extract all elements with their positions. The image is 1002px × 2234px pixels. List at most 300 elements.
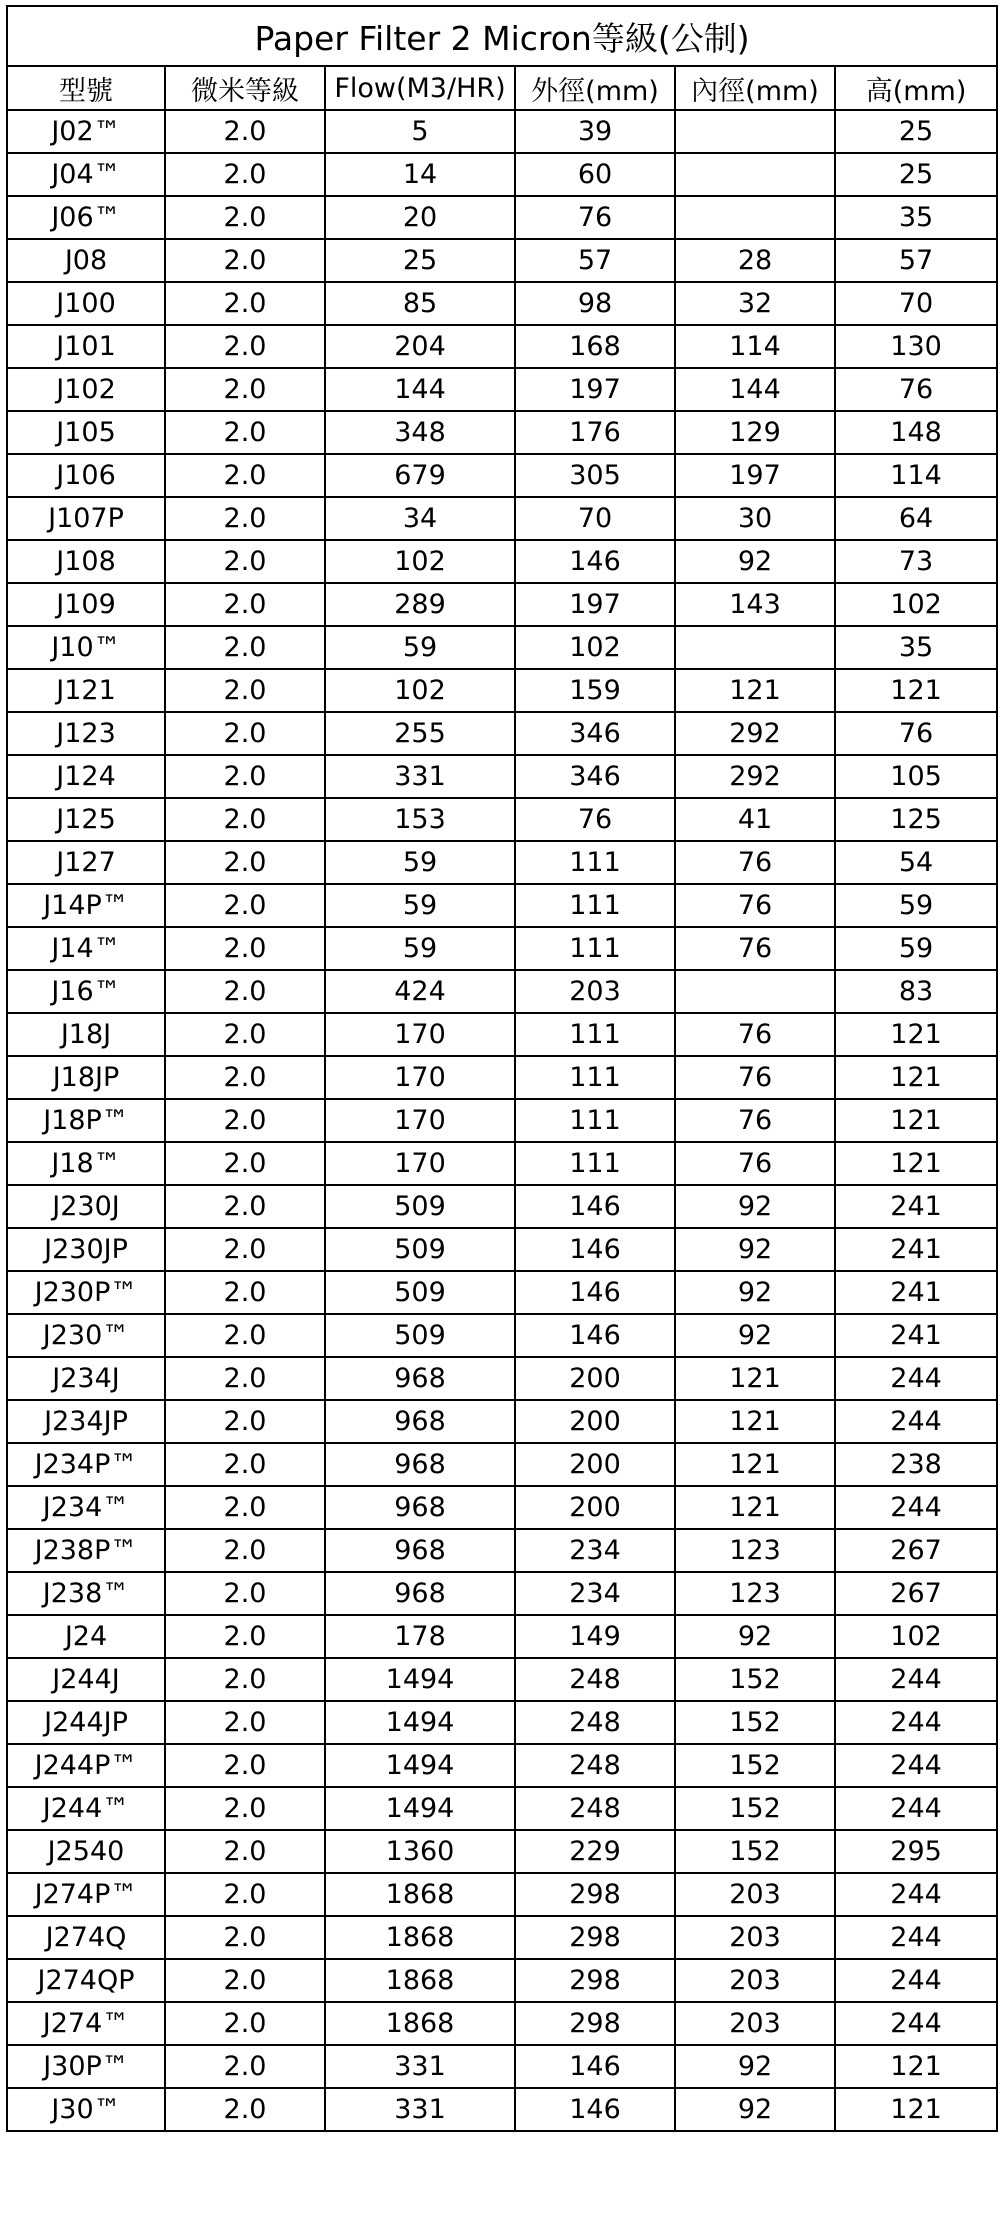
cell-outer-diameter: 98 — [515, 282, 675, 325]
cell-inner-diameter: 76 — [675, 1013, 835, 1056]
cell-inner-diameter — [675, 110, 835, 153]
cell-inner-diameter: 30 — [675, 497, 835, 540]
table-title-row — [7, 6, 997, 66]
cell-micron-grade: 2.0 — [165, 1228, 325, 1271]
cell-model: J101 — [7, 325, 165, 368]
cell-flow: 170 — [325, 1099, 515, 1142]
cell-outer-diameter: 146 — [515, 2088, 675, 2131]
cell-inner-diameter — [675, 970, 835, 1013]
cell-micron-grade: 2.0 — [165, 884, 325, 927]
cell-outer-diameter: 111 — [515, 841, 675, 884]
cell-flow: 102 — [325, 540, 515, 583]
cell-height: 244 — [835, 1916, 997, 1959]
cell-model: J127 — [7, 841, 165, 884]
table-row — [7, 454, 997, 497]
cell-outer-diameter: 298 — [515, 1873, 675, 1916]
cell-flow: 424 — [325, 970, 515, 1013]
table-row — [7, 2045, 997, 2088]
cell-inner-diameter: 76 — [675, 927, 835, 970]
cell-outer-diameter: 70 — [515, 497, 675, 540]
header-model: 型號 — [7, 66, 165, 110]
cell-micron-grade: 2.0 — [165, 1658, 325, 1701]
cell-height: 130 — [835, 325, 997, 368]
cell-height: 241 — [835, 1228, 997, 1271]
table-row — [7, 1959, 997, 2002]
cell-micron-grade: 2.0 — [165, 540, 325, 583]
cell-height: 25 — [835, 110, 997, 153]
cell-model: J244™ — [7, 1787, 165, 1830]
table-row — [7, 1529, 997, 1572]
cell-micron-grade: 2.0 — [165, 1572, 325, 1615]
cell-model: J230™ — [7, 1314, 165, 1357]
table-row — [7, 368, 997, 411]
cell-micron-grade: 2.0 — [165, 1701, 325, 1744]
cell-outer-diameter: 149 — [515, 1615, 675, 1658]
cell-model: J16™ — [7, 970, 165, 1013]
cell-height: 102 — [835, 1615, 997, 1658]
cell-model: J18P™ — [7, 1099, 165, 1142]
cell-model: J244P™ — [7, 1744, 165, 1787]
cell-flow: 1868 — [325, 1959, 515, 2002]
cell-micron-grade: 2.0 — [165, 712, 325, 755]
table-row — [7, 1443, 997, 1486]
table-row — [7, 153, 997, 196]
cell-height: 102 — [835, 583, 997, 626]
cell-model: J08 — [7, 239, 165, 282]
cell-height: 76 — [835, 368, 997, 411]
cell-height: 121 — [835, 1013, 997, 1056]
cell-micron-grade: 2.0 — [165, 196, 325, 239]
cell-flow: 331 — [325, 2088, 515, 2131]
cell-micron-grade: 2.0 — [165, 2045, 325, 2088]
table-row — [7, 196, 997, 239]
cell-micron-grade: 2.0 — [165, 1185, 325, 1228]
cell-flow: 59 — [325, 927, 515, 970]
cell-model: J244J — [7, 1658, 165, 1701]
cell-inner-diameter: 32 — [675, 282, 835, 325]
cell-height: 244 — [835, 1486, 997, 1529]
cell-height: 121 — [835, 2088, 997, 2131]
filter-spec-table — [6, 5, 998, 2132]
table-row — [7, 755, 997, 798]
cell-inner-diameter: 129 — [675, 411, 835, 454]
cell-model: J230JP — [7, 1228, 165, 1271]
cell-micron-grade: 2.0 — [165, 1357, 325, 1400]
cell-height: 238 — [835, 1443, 997, 1486]
cell-flow: 255 — [325, 712, 515, 755]
table-row — [7, 1787, 997, 1830]
table-row — [7, 497, 997, 540]
cell-flow: 331 — [325, 2045, 515, 2088]
cell-inner-diameter — [675, 196, 835, 239]
cell-micron-grade: 2.0 — [165, 1744, 325, 1787]
cell-micron-grade: 2.0 — [165, 970, 325, 1013]
cell-inner-diameter: 76 — [675, 841, 835, 884]
table-row — [7, 669, 997, 712]
cell-inner-diameter: 121 — [675, 1443, 835, 1486]
cell-micron-grade: 2.0 — [165, 368, 325, 411]
cell-inner-diameter: 92 — [675, 2088, 835, 2131]
cell-height: 244 — [835, 1357, 997, 1400]
table-body — [7, 110, 997, 2131]
cell-height: 70 — [835, 282, 997, 325]
table-row — [7, 1701, 997, 1744]
cell-height: 105 — [835, 755, 997, 798]
cell-micron-grade: 2.0 — [165, 153, 325, 196]
table-row — [7, 927, 997, 970]
cell-micron-grade: 2.0 — [165, 1486, 325, 1529]
cell-height: 57 — [835, 239, 997, 282]
cell-micron-grade: 2.0 — [165, 239, 325, 282]
table-row — [7, 1228, 997, 1271]
cell-inner-diameter: 203 — [675, 1959, 835, 2002]
cell-model: J125 — [7, 798, 165, 841]
cell-micron-grade: 2.0 — [165, 927, 325, 970]
table-row — [7, 1615, 997, 1658]
cell-height: 267 — [835, 1529, 997, 1572]
cell-inner-diameter: 76 — [675, 1099, 835, 1142]
cell-micron-grade: 2.0 — [165, 1142, 325, 1185]
cell-model: J06™ — [7, 196, 165, 239]
cell-outer-diameter: 248 — [515, 1701, 675, 1744]
cell-flow: 34 — [325, 497, 515, 540]
cell-flow: 144 — [325, 368, 515, 411]
cell-inner-diameter: 92 — [675, 1271, 835, 1314]
cell-flow: 968 — [325, 1572, 515, 1615]
table-row — [7, 583, 997, 626]
cell-model: J107P — [7, 497, 165, 540]
table-row — [7, 1013, 997, 1056]
cell-height: 121 — [835, 1099, 997, 1142]
header-height: 高(mm) — [835, 66, 997, 110]
cell-inner-diameter: 203 — [675, 1916, 835, 1959]
cell-micron-grade: 2.0 — [165, 669, 325, 712]
cell-inner-diameter: 121 — [675, 1486, 835, 1529]
table-row — [7, 1830, 997, 1873]
cell-outer-diameter: 159 — [515, 669, 675, 712]
table-row — [7, 884, 997, 927]
cell-micron-grade: 2.0 — [165, 755, 325, 798]
table-row — [7, 1744, 997, 1787]
cell-outer-diameter: 229 — [515, 1830, 675, 1873]
table-row — [7, 970, 997, 1013]
cell-flow: 170 — [325, 1056, 515, 1099]
cell-height: 35 — [835, 196, 997, 239]
cell-flow: 14 — [325, 153, 515, 196]
cell-model: J121 — [7, 669, 165, 712]
cell-height: 295 — [835, 1830, 997, 1873]
table-row — [7, 239, 997, 282]
cell-flow: 679 — [325, 454, 515, 497]
cell-height: 241 — [835, 1185, 997, 1228]
cell-micron-grade: 2.0 — [165, 1959, 325, 2002]
cell-outer-diameter: 176 — [515, 411, 675, 454]
cell-inner-diameter: 203 — [675, 2002, 835, 2045]
cell-inner-diameter: 152 — [675, 1787, 835, 1830]
cell-inner-diameter: 152 — [675, 1744, 835, 1787]
cell-outer-diameter: 197 — [515, 368, 675, 411]
cell-flow: 509 — [325, 1185, 515, 1228]
cell-model: J238™ — [7, 1572, 165, 1615]
cell-inner-diameter: 143 — [675, 583, 835, 626]
table-row — [7, 540, 997, 583]
cell-height: 59 — [835, 884, 997, 927]
cell-model: J18JP — [7, 1056, 165, 1099]
cell-inner-diameter: 152 — [675, 1701, 835, 1744]
cell-micron-grade: 2.0 — [165, 626, 325, 669]
cell-outer-diameter: 146 — [515, 1271, 675, 1314]
table-row — [7, 1572, 997, 1615]
cell-height: 121 — [835, 1056, 997, 1099]
cell-outer-diameter: 346 — [515, 755, 675, 798]
cell-height: 54 — [835, 841, 997, 884]
cell-height: 121 — [835, 2045, 997, 2088]
cell-model: J123 — [7, 712, 165, 755]
cell-flow: 20 — [325, 196, 515, 239]
cell-model: J14P™ — [7, 884, 165, 927]
cell-micron-grade: 2.0 — [165, 1314, 325, 1357]
cell-micron-grade: 2.0 — [165, 2002, 325, 2045]
cell-outer-diameter: 76 — [515, 196, 675, 239]
table-row — [7, 1658, 997, 1701]
cell-height: 244 — [835, 1959, 997, 2002]
cell-height: 73 — [835, 540, 997, 583]
cell-model: J18J — [7, 1013, 165, 1056]
cell-model: J274QP — [7, 1959, 165, 2002]
cell-height: 64 — [835, 497, 997, 540]
cell-outer-diameter: 200 — [515, 1443, 675, 1486]
cell-model: J04™ — [7, 153, 165, 196]
cell-model: J108 — [7, 540, 165, 583]
cell-outer-diameter: 203 — [515, 970, 675, 1013]
cell-height: 241 — [835, 1314, 997, 1357]
cell-outer-diameter: 346 — [515, 712, 675, 755]
cell-outer-diameter: 111 — [515, 1013, 675, 1056]
cell-model: J230P™ — [7, 1271, 165, 1314]
cell-inner-diameter: 76 — [675, 1056, 835, 1099]
cell-micron-grade: 2.0 — [165, 1400, 325, 1443]
cell-outer-diameter: 248 — [515, 1744, 675, 1787]
cell-outer-diameter: 111 — [515, 884, 675, 927]
cell-micron-grade: 2.0 — [165, 583, 325, 626]
cell-micron-grade: 2.0 — [165, 798, 325, 841]
filter-spec-table-wrapper — [6, 5, 998, 2132]
cell-model: J105 — [7, 411, 165, 454]
cell-outer-diameter: 146 — [515, 1314, 675, 1357]
cell-flow: 1868 — [325, 1873, 515, 1916]
header-inner-diameter: 內徑(mm) — [675, 66, 835, 110]
cell-height: 76 — [835, 712, 997, 755]
cell-outer-diameter: 111 — [515, 1099, 675, 1142]
cell-height: 121 — [835, 669, 997, 712]
cell-flow: 59 — [325, 626, 515, 669]
cell-height: 244 — [835, 1744, 997, 1787]
cell-inner-diameter: 92 — [675, 1228, 835, 1271]
cell-flow: 59 — [325, 884, 515, 927]
cell-inner-diameter: 28 — [675, 239, 835, 282]
cell-outer-diameter: 197 — [515, 583, 675, 626]
cell-flow: 968 — [325, 1443, 515, 1486]
cell-model: J234J — [7, 1357, 165, 1400]
cell-inner-diameter — [675, 626, 835, 669]
table-row — [7, 798, 997, 841]
cell-outer-diameter: 76 — [515, 798, 675, 841]
cell-flow: 1494 — [325, 1744, 515, 1787]
cell-model: J106 — [7, 454, 165, 497]
cell-micron-grade: 2.0 — [165, 282, 325, 325]
cell-flow: 25 — [325, 239, 515, 282]
table-row — [7, 1357, 997, 1400]
cell-height: 241 — [835, 1271, 997, 1314]
cell-inner-diameter: 121 — [675, 1357, 835, 1400]
cell-inner-diameter: 292 — [675, 712, 835, 755]
cell-micron-grade: 2.0 — [165, 1916, 325, 1959]
cell-outer-diameter: 298 — [515, 1959, 675, 2002]
cell-inner-diameter: 92 — [675, 1615, 835, 1658]
cell-micron-grade: 2.0 — [165, 1615, 325, 1658]
cell-height: 25 — [835, 153, 997, 196]
cell-model: J234P™ — [7, 1443, 165, 1486]
cell-height: 244 — [835, 1873, 997, 1916]
cell-inner-diameter: 152 — [675, 1830, 835, 1873]
cell-micron-grade: 2.0 — [165, 454, 325, 497]
cell-flow: 1494 — [325, 1658, 515, 1701]
cell-model: J18™ — [7, 1142, 165, 1185]
table-row — [7, 110, 997, 153]
cell-inner-diameter: 92 — [675, 1185, 835, 1228]
cell-flow: 509 — [325, 1228, 515, 1271]
cell-model: J234™ — [7, 1486, 165, 1529]
cell-micron-grade: 2.0 — [165, 497, 325, 540]
cell-flow: 1494 — [325, 1787, 515, 1830]
cell-height: 244 — [835, 2002, 997, 2045]
cell-outer-diameter: 234 — [515, 1529, 675, 1572]
cell-micron-grade: 2.0 — [165, 2088, 325, 2131]
cell-inner-diameter: 152 — [675, 1658, 835, 1701]
cell-flow: 170 — [325, 1013, 515, 1056]
cell-model: J02™ — [7, 110, 165, 153]
cell-inner-diameter: 92 — [675, 540, 835, 583]
cell-model: J274P™ — [7, 1873, 165, 1916]
cell-height: 244 — [835, 1787, 997, 1830]
table-row — [7, 282, 997, 325]
cell-outer-diameter: 146 — [515, 1228, 675, 1271]
table-row — [7, 841, 997, 884]
cell-flow: 1868 — [325, 2002, 515, 2045]
cell-model: J274Q — [7, 1916, 165, 1959]
cell-outer-diameter: 248 — [515, 1658, 675, 1701]
cell-model: J2540 — [7, 1830, 165, 1873]
cell-flow: 59 — [325, 841, 515, 884]
table-row — [7, 1486, 997, 1529]
cell-height: 267 — [835, 1572, 997, 1615]
table-row — [7, 411, 997, 454]
header-micron-grade: 微米等級 — [165, 66, 325, 110]
cell-outer-diameter: 111 — [515, 1142, 675, 1185]
cell-model: J24 — [7, 1615, 165, 1658]
cell-flow: 153 — [325, 798, 515, 841]
cell-height: 125 — [835, 798, 997, 841]
cell-inner-diameter: 76 — [675, 884, 835, 927]
table-row — [7, 1099, 997, 1142]
cell-model: J230J — [7, 1185, 165, 1228]
cell-model: J102 — [7, 368, 165, 411]
cell-height: 148 — [835, 411, 997, 454]
cell-outer-diameter: 111 — [515, 927, 675, 970]
cell-model: J274™ — [7, 2002, 165, 2045]
cell-inner-diameter: 144 — [675, 368, 835, 411]
cell-outer-diameter: 305 — [515, 454, 675, 497]
cell-outer-diameter: 146 — [515, 2045, 675, 2088]
cell-flow: 968 — [325, 1486, 515, 1529]
table-row — [7, 1142, 997, 1185]
cell-outer-diameter: 200 — [515, 1486, 675, 1529]
table-row — [7, 2088, 997, 2131]
cell-model: J238P™ — [7, 1529, 165, 1572]
cell-flow: 102 — [325, 669, 515, 712]
table-row — [7, 1314, 997, 1357]
cell-height: 121 — [835, 1142, 997, 1185]
table-title: Paper Filter 2 Micron等級(公制) — [7, 6, 997, 66]
cell-micron-grade: 2.0 — [165, 1873, 325, 1916]
cell-height: 35 — [835, 626, 997, 669]
cell-outer-diameter: 248 — [515, 1787, 675, 1830]
cell-height: 244 — [835, 1658, 997, 1701]
cell-outer-diameter: 111 — [515, 1056, 675, 1099]
cell-micron-grade: 2.0 — [165, 1443, 325, 1486]
table-row — [7, 712, 997, 755]
cell-outer-diameter: 200 — [515, 1357, 675, 1400]
table-row — [7, 1056, 997, 1099]
cell-height: 59 — [835, 927, 997, 970]
cell-flow: 170 — [325, 1142, 515, 1185]
cell-flow: 348 — [325, 411, 515, 454]
table-row — [7, 626, 997, 669]
cell-model: J100 — [7, 282, 165, 325]
cell-flow: 289 — [325, 583, 515, 626]
header-flow: Flow(M3/HR) — [325, 66, 515, 110]
cell-flow: 509 — [325, 1271, 515, 1314]
cell-flow: 1868 — [325, 1916, 515, 1959]
cell-outer-diameter: 234 — [515, 1572, 675, 1615]
table-row — [7, 1400, 997, 1443]
cell-inner-diameter: 197 — [675, 454, 835, 497]
table-row — [7, 2002, 997, 2045]
cell-flow: 968 — [325, 1529, 515, 1572]
cell-flow: 1360 — [325, 1830, 515, 1873]
cell-micron-grade: 2.0 — [165, 1099, 325, 1142]
cell-inner-diameter: 123 — [675, 1529, 835, 1572]
cell-flow: 5 — [325, 110, 515, 153]
cell-micron-grade: 2.0 — [165, 325, 325, 368]
cell-inner-diameter: 76 — [675, 1142, 835, 1185]
cell-height: 244 — [835, 1400, 997, 1443]
cell-model: J124 — [7, 755, 165, 798]
cell-micron-grade: 2.0 — [165, 841, 325, 884]
cell-micron-grade: 2.0 — [165, 1787, 325, 1830]
table-row — [7, 325, 997, 368]
cell-inner-diameter: 121 — [675, 1400, 835, 1443]
cell-micron-grade: 2.0 — [165, 1013, 325, 1056]
cell-flow: 1494 — [325, 1701, 515, 1744]
cell-micron-grade: 2.0 — [165, 1830, 325, 1873]
table-row — [7, 1873, 997, 1916]
cell-inner-diameter: 121 — [675, 669, 835, 712]
cell-flow: 331 — [325, 755, 515, 798]
cell-model: J10™ — [7, 626, 165, 669]
table-header-row — [7, 66, 997, 110]
table-row — [7, 1271, 997, 1314]
